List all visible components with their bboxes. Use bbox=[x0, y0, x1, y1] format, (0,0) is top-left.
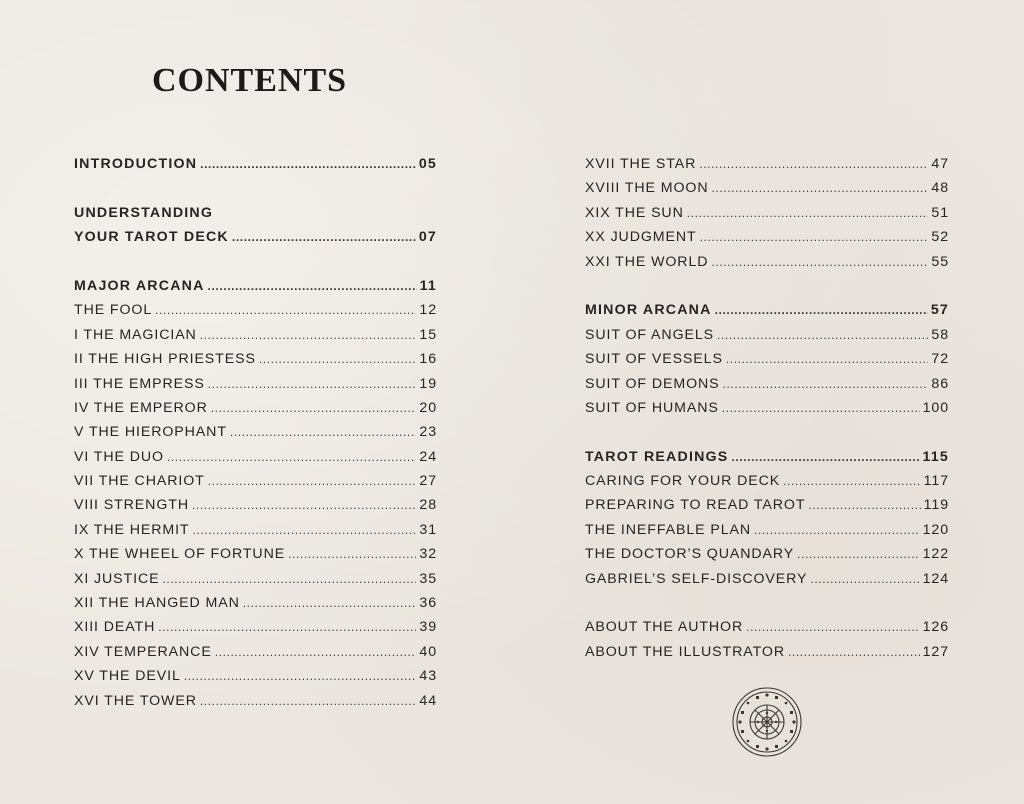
toc-entry-label: ABOUT THE AUTHOR bbox=[585, 619, 744, 636]
toc-entry-page-number: 23 bbox=[419, 424, 437, 441]
toc-entry-suit-of-demons bbox=[585, 372, 949, 396]
toc-entry-label: TAROT READINGS bbox=[585, 448, 729, 465]
toc-entry-vii-the-chariot bbox=[74, 469, 437, 493]
toc-entry-xi-justice bbox=[74, 567, 437, 591]
toc-entry-page-number: 55 bbox=[931, 253, 949, 270]
dot-leader bbox=[717, 323, 928, 347]
toc-entry-label: CARING FOR YOUR DECK bbox=[585, 473, 781, 490]
toc-entry-page-number: 72 bbox=[931, 351, 949, 368]
toc-entry-page-number: 15 bbox=[419, 326, 437, 343]
toc-entry-page-number: 127 bbox=[922, 643, 949, 660]
toc-entry-page-number: 124 bbox=[922, 570, 949, 587]
dot-leader bbox=[193, 518, 417, 542]
section-spacer bbox=[74, 250, 437, 274]
toc-entry-page-number: 19 bbox=[419, 375, 437, 392]
toc-entry-x-the-wheel-of-fortune bbox=[74, 542, 437, 566]
toc-entry-page-number: 122 bbox=[922, 546, 949, 563]
dot-leader bbox=[208, 469, 417, 493]
dot-leader bbox=[155, 298, 416, 322]
toc-entry-xiv-temperance bbox=[74, 640, 437, 664]
section-spacer bbox=[585, 591, 949, 615]
toc-entry-tarot-readings bbox=[585, 445, 949, 469]
toc-entry-suit-of-humans bbox=[585, 396, 949, 420]
toc-entry-page-number: 32 bbox=[419, 546, 437, 563]
toc-entry-label: XV THE DEVIL bbox=[74, 668, 181, 685]
toc-entry-xix-the-sun bbox=[585, 201, 949, 225]
toc-entry-page-number: 52 bbox=[931, 229, 949, 246]
toc-entry-page-number: 35 bbox=[419, 570, 437, 587]
dot-leader bbox=[158, 615, 416, 639]
toc-entry-page-number: 126 bbox=[922, 619, 949, 636]
dot-leader bbox=[699, 152, 928, 176]
toc-entry-label: SUIT OF ANGELS bbox=[585, 326, 715, 343]
contents-column-right bbox=[585, 152, 949, 664]
toc-entry-page-number: 07 bbox=[418, 229, 437, 246]
dot-leader bbox=[162, 567, 416, 591]
toc-entry-page-number: 24 bbox=[419, 448, 437, 465]
dot-leader bbox=[746, 615, 919, 639]
toc-entry-page-number: 28 bbox=[419, 497, 437, 514]
dot-leader bbox=[726, 347, 929, 371]
toc-entry-label: XII THE HANGED MAN bbox=[74, 595, 240, 612]
toc-entry-label: IV THE EMPEROR bbox=[74, 399, 208, 416]
toc-entry-preparing-to-read-tarot bbox=[585, 493, 949, 517]
dot-leader bbox=[754, 518, 920, 542]
dot-leader bbox=[232, 225, 416, 249]
toc-entry-label: THE DOCTOR’S QUANDARY bbox=[585, 546, 795, 563]
section-spacer bbox=[585, 420, 949, 444]
dot-leader bbox=[259, 347, 417, 371]
dot-leader bbox=[184, 664, 417, 688]
toc-entry-v-the-hierophant bbox=[74, 420, 437, 444]
toc-entry-suit-of-vessels bbox=[585, 347, 949, 371]
toc-entry-label: INTRODUCTION bbox=[74, 156, 198, 172]
toc-entry-label: ABOUT THE ILLUSTRATOR bbox=[585, 643, 785, 660]
toc-entry-ii-the-high-priestess bbox=[74, 347, 437, 371]
dot-leader bbox=[243, 591, 417, 615]
toc-entry-label: V THE HIEROPHANT bbox=[74, 424, 227, 441]
toc-entry-page-number: 36 bbox=[419, 595, 437, 612]
toc-entry-xv-the-devil bbox=[74, 664, 437, 688]
toc-entry-viii-strength bbox=[74, 493, 437, 517]
toc-entry-iv-the-emperor bbox=[74, 396, 437, 420]
toc-entry-xxi-the-world bbox=[585, 250, 949, 274]
toc-entry-xii-the-hanged-man bbox=[74, 591, 437, 615]
toc-entry-page-number: 05 bbox=[418, 156, 437, 172]
toc-section-heading: UNDERSTANDING bbox=[74, 204, 214, 221]
dot-leader bbox=[208, 274, 417, 298]
toc-entry-label: X THE WHEEL OF FORTUNE bbox=[74, 546, 286, 563]
toc-entry-the-ineffable-plan bbox=[585, 518, 949, 542]
toc-entry-label: THE FOOL bbox=[74, 302, 153, 319]
toc-entry-label: SUIT OF VESSELS bbox=[585, 351, 723, 368]
dot-leader bbox=[712, 176, 929, 200]
toc-entry-gabriel-s-self-discovery bbox=[585, 567, 949, 591]
toc-entry-page-number: 119 bbox=[923, 497, 949, 514]
toc-entry-page-number: 39 bbox=[419, 619, 437, 636]
dot-leader bbox=[200, 152, 416, 176]
dot-leader bbox=[808, 493, 920, 517]
dot-leader bbox=[215, 640, 417, 664]
toc-entry-xiii-death bbox=[74, 615, 437, 639]
toc-entry-label: XIV TEMPERANCE bbox=[74, 643, 212, 660]
toc-entry-your-tarot-deck bbox=[74, 225, 437, 249]
toc-entry-vi-the-duo bbox=[74, 445, 437, 469]
toc-entry-i-the-magician bbox=[74, 323, 437, 347]
dot-leader bbox=[810, 567, 919, 591]
toc-entry-label: IX THE HERMIT bbox=[74, 521, 190, 538]
toc-entry-label: VII THE CHARIOT bbox=[74, 473, 205, 490]
toc-entry-label: MINOR ARCANA bbox=[585, 302, 712, 319]
dot-leader bbox=[288, 542, 416, 566]
toc-entry-suit-of-angels bbox=[585, 323, 949, 347]
dot-leader bbox=[230, 420, 417, 444]
toc-entry-label: III THE EMPRESS bbox=[74, 375, 205, 392]
toc-entry-page-number: 47 bbox=[931, 156, 949, 172]
toc-entry-label: GABRIEL’S SELF-DISCOVERY bbox=[585, 570, 808, 587]
toc-entry-label: XVII THE STAR bbox=[585, 156, 697, 172]
toc-entry-page-number: 115 bbox=[922, 448, 949, 465]
dot-leader bbox=[208, 372, 417, 396]
dot-leader bbox=[788, 640, 920, 664]
dot-leader bbox=[723, 372, 929, 396]
dot-leader bbox=[715, 298, 928, 322]
toc-entry-label: II THE HIGH PRIESTESS bbox=[74, 351, 256, 368]
dot-leader bbox=[783, 469, 921, 493]
toc-entry-page-number: 12 bbox=[419, 302, 437, 319]
toc-entry-label: XIX THE SUN bbox=[585, 204, 684, 221]
toc-entry-label: XXI THE WORLD bbox=[585, 253, 709, 270]
dot-leader bbox=[211, 396, 417, 420]
toc-entry-page-number: 57 bbox=[930, 302, 949, 319]
toc-entry-page-number: 16 bbox=[419, 351, 437, 368]
toc-entry-major-arcana bbox=[74, 274, 437, 298]
toc-entry-label: SUIT OF DEMONS bbox=[585, 375, 720, 392]
toc-entry-xvi-the-tower bbox=[74, 689, 437, 713]
contents-column-left bbox=[74, 152, 437, 713]
toc-entry-page-number: 11 bbox=[419, 277, 437, 294]
toc-entry-page-number: 20 bbox=[419, 399, 437, 416]
toc-entry-page-number: 51 bbox=[931, 204, 949, 221]
toc-entry-xvii-the-star bbox=[585, 152, 949, 176]
section-spacer bbox=[74, 176, 437, 200]
toc-entry-page-number: 27 bbox=[419, 473, 437, 490]
toc-entry-page-number: 100 bbox=[922, 399, 949, 416]
toc-entry-label: VI THE DUO bbox=[74, 448, 164, 465]
section-spacer bbox=[585, 274, 949, 298]
toc-entry-label: YOUR TAROT DECK bbox=[74, 229, 229, 246]
toc-entry-page-number: 58 bbox=[931, 326, 949, 343]
dot-leader bbox=[200, 689, 417, 713]
page-title: CONTENTS bbox=[152, 62, 348, 99]
toc-entry-label: THE INEFFABLE PLAN bbox=[585, 521, 751, 538]
dot-leader bbox=[192, 493, 416, 517]
toc-entry-label: MAJOR ARCANA bbox=[74, 277, 205, 294]
toc-entry-label: VIII STRENGTH bbox=[74, 497, 189, 514]
dot-leader bbox=[731, 445, 919, 469]
dot-leader bbox=[700, 225, 929, 249]
toc-entry-the-fool bbox=[74, 298, 437, 322]
dot-leader bbox=[711, 250, 928, 274]
toc-entry-caring-for-your-deck bbox=[585, 469, 949, 493]
dot-leader bbox=[722, 396, 920, 420]
toc-entry-page-number: 120 bbox=[922, 521, 949, 538]
toc-entry-iii-the-empress bbox=[74, 372, 437, 396]
toc-entry-the-doctor-s-quandary bbox=[585, 542, 949, 566]
toc-entry-ix-the-hermit bbox=[74, 518, 437, 542]
toc-entry-about-the-illustrator bbox=[585, 640, 949, 664]
toc-entry-page-number: 40 bbox=[419, 643, 437, 660]
dot-leader bbox=[167, 445, 416, 469]
toc-entry-label: XX JUDGMENT bbox=[585, 229, 697, 246]
toc-entry-page-number: 117 bbox=[923, 473, 949, 490]
toc-entry-xx-judgment bbox=[585, 225, 949, 249]
toc-entry-minor-arcana bbox=[585, 298, 949, 322]
occult-seal-icon bbox=[731, 686, 803, 758]
dot-leader bbox=[687, 201, 929, 225]
toc-entry-label: XVIII THE MOON bbox=[585, 180, 709, 197]
toc-entry-label: I THE MAGICIAN bbox=[74, 326, 197, 343]
toc-entry-page-number: 48 bbox=[931, 180, 949, 197]
dot-leader bbox=[797, 542, 919, 566]
toc-entry-page-number: 43 bbox=[419, 668, 437, 685]
toc-entry-page-number: 86 bbox=[931, 375, 949, 392]
toc-entry-label: SUIT OF HUMANS bbox=[585, 399, 719, 416]
toc-entry-label: XI JUSTICE bbox=[74, 570, 160, 587]
toc-entry-label: XIII DEATH bbox=[74, 619, 156, 636]
toc-entry-page-number: 44 bbox=[419, 692, 437, 709]
toc-entry-page-number: 31 bbox=[419, 521, 437, 538]
toc-entry-about-the-author bbox=[585, 615, 949, 639]
toc-entry-label: XVI THE TOWER bbox=[74, 692, 197, 709]
toc-entry-xviii-the-moon bbox=[585, 176, 949, 200]
dot-leader bbox=[200, 323, 417, 347]
toc-entry-introduction bbox=[74, 152, 437, 176]
toc-entry-label: PREPARING TO READ TAROT bbox=[585, 497, 806, 514]
